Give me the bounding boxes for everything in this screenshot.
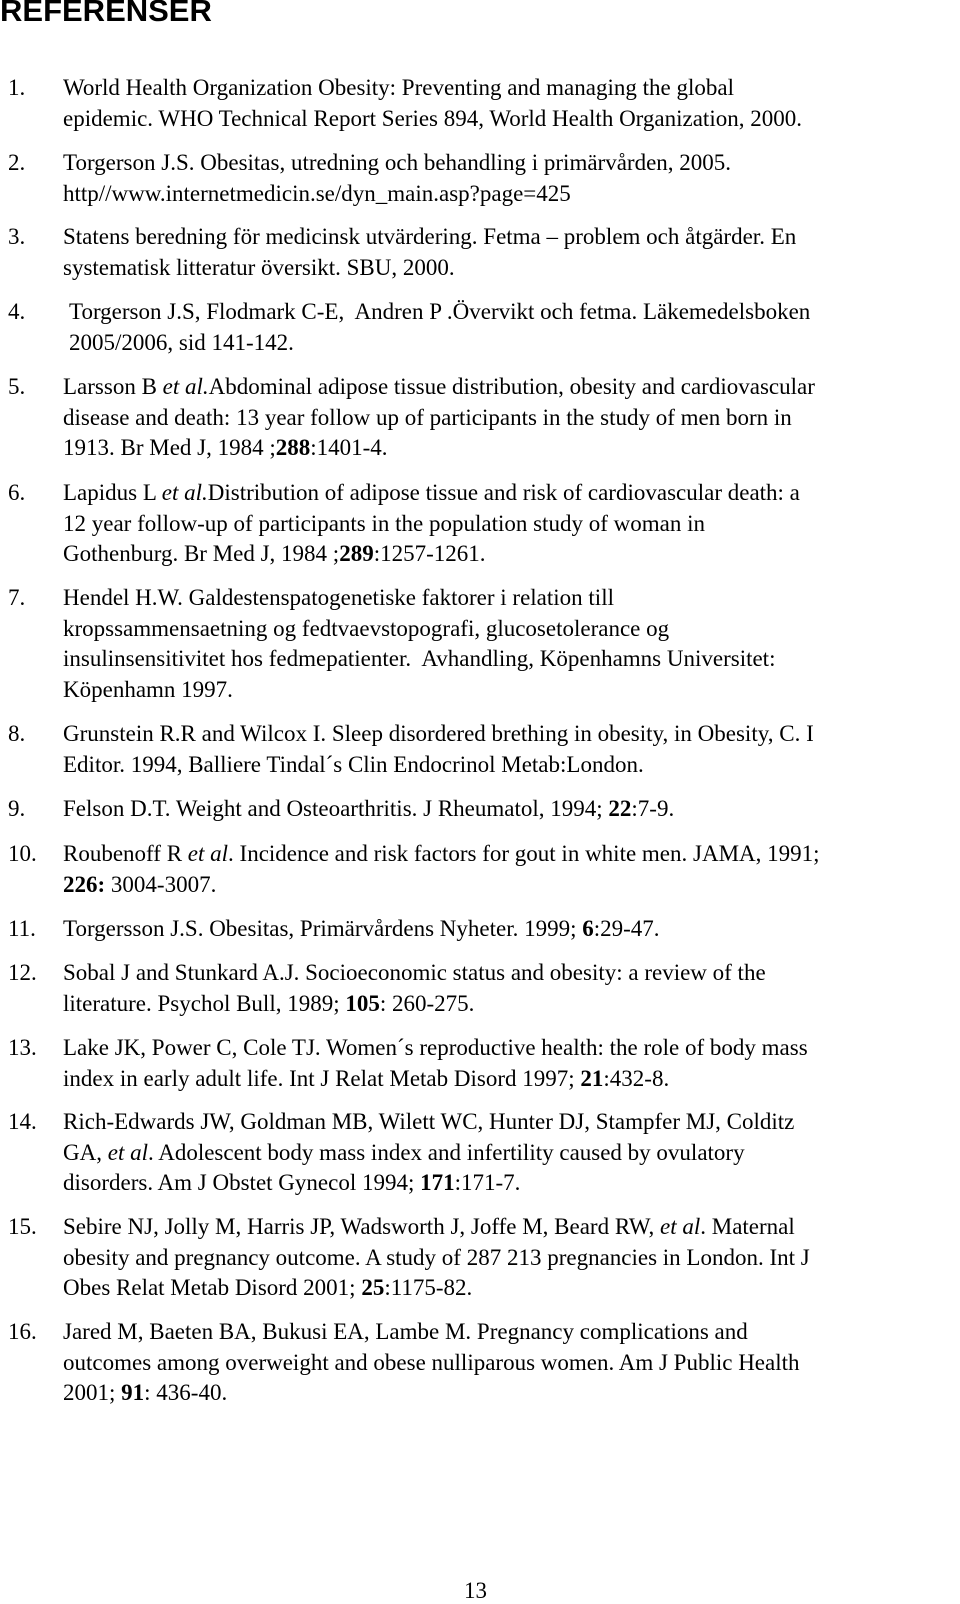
text-segment: http//www.internetmedicin.se/dyn_main.asp?page=425 <box>63 180 571 206</box>
italic-text: et al <box>660 1214 701 1239</box>
reference-text <box>63 478 955 570</box>
reference-line <box>63 253 955 284</box>
reference-item <box>0 1107 960 1199</box>
bold-text: 288 <box>275 435 311 460</box>
text-segment: Sobal J and Stunkard A.J. Socioeconomic status and obesity: a review of the <box>63 960 766 985</box>
text-segment: Abdominal adipose tissue distribution, obesity and cardiovascular <box>208 374 815 399</box>
text-segment: Hendel H.W. Galdestenspatogenetiske faktorer i relation till <box>63 585 614 610</box>
reference-item <box>0 794 960 825</box>
text-segment: Roubenoff R <box>63 841 188 866</box>
reference-line <box>63 1033 955 1064</box>
reference-line <box>63 509 955 540</box>
page-heading: REFERENSER <box>0 0 212 28</box>
reference-line <box>63 73 955 104</box>
bold-text: 6 <box>582 916 594 941</box>
reference-line <box>63 1212 955 1243</box>
reference-line <box>63 1064 955 1095</box>
text-segment: : 436-40. <box>144 1380 228 1405</box>
text-segment: Felson D.T. Weight and Osteoarthritis. J Rheumatol, 1994; <box>63 796 609 821</box>
text-segment: kropssammensaetning og fedtvaevstopografi, glucosetolerance og <box>63 615 670 641</box>
text-segment: Torgerson J.S. Obesitas, utredning och behandling i primärvården, 2005. <box>63 150 732 175</box>
reference-line <box>63 104 955 135</box>
reference-text <box>63 222 955 283</box>
reference-item <box>0 1212 960 1304</box>
reference-text <box>63 1107 955 1199</box>
text-segment: 12 year follow-up of participants in the population study of woman in <box>63 510 705 536</box>
text-segment: . Maternal <box>700 1214 795 1239</box>
reference-text <box>63 1033 955 1094</box>
reference-number: 3. <box>8 224 26 249</box>
text-segment: : 260-275. <box>379 990 475 1016</box>
text-segment: Torgerson J.S, Flodmark C-E, Andren P .Övervikt och fetma. Läkemedelsboken <box>69 299 811 324</box>
reference-line <box>63 1107 955 1138</box>
reference-number: 11. <box>8 916 36 941</box>
text-segment: 2001; <box>63 1380 122 1405</box>
reference-number: 1. <box>8 75 26 100</box>
reference-line <box>63 958 955 989</box>
reference-line <box>63 403 955 434</box>
bold-text: 25 <box>361 1275 385 1300</box>
reference-number: 14. <box>8 1109 37 1134</box>
text-segment: insulinsensitivitet hos fedmepatienter. Avhandling, Köpenhamns Universitet: <box>63 646 776 671</box>
reference-text <box>63 719 955 780</box>
reference-item <box>0 958 960 1019</box>
reference-text <box>63 1317 955 1409</box>
reference-text <box>63 583 955 705</box>
reference-number: 9. <box>8 796 26 821</box>
text-segment: Statens beredning för medicinsk utvärdering. Fetma – problem och åtgärder. En <box>63 224 797 249</box>
text-segment: Larsson B <box>63 374 163 399</box>
bold-text: 91 <box>121 1380 145 1405</box>
text-segment: Gothenburg. Br Med J, 1984 ; <box>63 541 340 566</box>
reference-item <box>0 372 960 464</box>
reference-text <box>69 297 960 358</box>
text-segment: obesity and pregnancy outcome. A study of 287 213 pregnancies in London. Int J <box>63 1244 810 1270</box>
reference-line <box>63 870 955 901</box>
text-segment: 1913. Br Med J, 1984 ; <box>63 435 276 460</box>
reference-item <box>0 914 960 945</box>
reference-line <box>63 675 955 706</box>
bold-text: 171 <box>420 1170 455 1195</box>
reference-line <box>63 1273 955 1304</box>
reference-item <box>0 839 960 900</box>
text-segment: Lapidus L <box>63 480 162 505</box>
text-segment: Editor. 1994, Balliere Tindal´s Clin Endocrinol Metab:London. <box>63 751 644 777</box>
reference-text <box>63 914 955 945</box>
text-segment: Obes Relat Metab Disord 2001; <box>63 1275 362 1300</box>
text-segment: GA, <box>63 1139 108 1165</box>
reference-line <box>63 179 955 210</box>
reference-line <box>63 433 955 464</box>
reference-line <box>63 719 955 750</box>
reference-number: 4. <box>8 299 26 324</box>
reference-text <box>63 794 955 825</box>
reference-line <box>69 297 960 328</box>
reference-number: 13. <box>8 1035 37 1060</box>
text-segment: Lake JK, Power C, Cole TJ. Women´s reproductive health: the role of body mass <box>63 1035 808 1060</box>
reference-line <box>63 222 955 253</box>
text-segment: Rich-Edwards JW, Goldman MB, Wilett WC, Hunter DJ, Stampfer MJ, Colditz <box>63 1109 795 1134</box>
reference-line <box>63 839 955 870</box>
reference-line <box>63 583 955 614</box>
italic-text: et al <box>107 1139 148 1165</box>
reference-line <box>63 914 955 945</box>
text-segment: systematisk litteratur översikt. SBU, 2000. <box>63 254 455 280</box>
reference-line <box>69 328 960 359</box>
bold-text: 105 <box>345 990 380 1016</box>
text-segment: Jared M, Baeten BA, Bukusi EA, Lambe M. Pregnancy complications and <box>63 1319 748 1344</box>
reference-text <box>63 73 955 134</box>
text-segment: Distribution of adipose tissue and risk of cardiovascular death: a <box>207 480 800 505</box>
reference-line <box>63 1168 955 1199</box>
reference-text <box>63 839 955 900</box>
text-segment: :1175-82. <box>384 1275 473 1300</box>
reference-line <box>63 1317 955 1348</box>
reference-number: 15. <box>8 1214 37 1239</box>
reference-line <box>63 1348 955 1379</box>
bold-text: 22 <box>608 796 632 821</box>
text-segment: World Health Organization Obesity: Preventing and managing the global <box>63 75 734 100</box>
reference-text <box>63 148 955 209</box>
reference-item <box>0 148 960 209</box>
reference-number: 2. <box>8 150 26 175</box>
text-segment: Torgersson J.S. Obesitas, Primärvårdens Nyheter. 1999; <box>63 916 583 941</box>
reference-text <box>63 372 955 464</box>
reference-line <box>63 372 955 403</box>
italic-text: et al. <box>162 374 209 399</box>
reference-item <box>0 478 960 570</box>
reference-number: 16. <box>8 1319 37 1344</box>
text-segment: :432-8. <box>603 1065 670 1091</box>
reference-line <box>63 989 955 1020</box>
reference-item <box>0 297 960 358</box>
reference-item <box>0 719 960 780</box>
reference-number: 8. <box>8 721 26 746</box>
italic-text: et al. <box>161 480 208 505</box>
text-segment: Grunstein R.R and Wilcox I. Sleep disordered brething in obesity, in Obesity, C. I <box>63 721 814 746</box>
text-segment: outcomes among overweight and obese nulliparous women. Am J Public Health <box>63 1349 800 1375</box>
reference-item <box>0 73 960 134</box>
reference-item <box>0 222 960 283</box>
reference-line <box>63 1243 955 1274</box>
reference-line <box>63 539 955 570</box>
text-segment: epidemic. WHO Technical Report Series 894, World Health Organization, 2000. <box>63 105 802 131</box>
reference-text <box>63 1212 955 1304</box>
reference-number: 7. <box>8 585 26 610</box>
reference-number: 10. <box>8 841 37 866</box>
text-segment: 2005/2006, sid 141-142. <box>69 329 294 355</box>
reference-line <box>63 1138 955 1169</box>
text-segment: :29-47. <box>593 916 660 941</box>
text-segment: Sebire NJ, Jolly M, Harris JP, Wadsworth J, Joffe M, Beard RW, <box>63 1214 660 1239</box>
text-segment: :7-9. <box>631 796 675 821</box>
reference-line <box>63 750 955 781</box>
reference-number: 5. <box>8 374 26 399</box>
reference-line <box>63 478 955 509</box>
italic-text: et al <box>187 841 229 866</box>
bold-text: 289 <box>339 541 374 566</box>
text-segment: :1401-4. <box>310 435 388 460</box>
text-segment: Köpenhamn 1997. <box>63 676 233 702</box>
bold-text: 21 <box>580 1065 604 1091</box>
reference-number: 12. <box>8 960 37 985</box>
text-segment: :171-7. <box>454 1170 521 1195</box>
reference-item <box>0 583 960 705</box>
page-number: 13 <box>464 1578 487 1603</box>
text-segment: . Incidence and risk factors for gout in white men. JAMA, 1991; <box>228 841 820 866</box>
text-segment: disorders. Am J Obstet Gynecol 1994; <box>63 1170 421 1195</box>
text-segment: . Adolescent body mass index and infertility caused by ovulatory <box>147 1139 745 1165</box>
reference-line <box>63 794 955 825</box>
reference-line <box>63 614 955 645</box>
bold-text: 226: <box>63 871 106 897</box>
text-segment: literature. Psychol Bull, 1989; <box>63 990 346 1016</box>
reference-item <box>0 1033 960 1094</box>
reference-item <box>0 1317 960 1409</box>
reference-line <box>63 148 955 179</box>
text-segment: 3004-3007. <box>105 871 217 897</box>
text-segment: :1257-1261. <box>373 541 486 566</box>
reference-text <box>63 958 955 1019</box>
reference-number: 6. <box>8 480 26 505</box>
reference-line <box>63 1378 955 1409</box>
text-segment: disease and death: 13 year follow up of participants in the study of men born in <box>63 404 792 430</box>
text-segment: index in early adult life. Int J Relat Metab Disord 1997; <box>63 1065 581 1091</box>
reference-line <box>63 644 955 675</box>
